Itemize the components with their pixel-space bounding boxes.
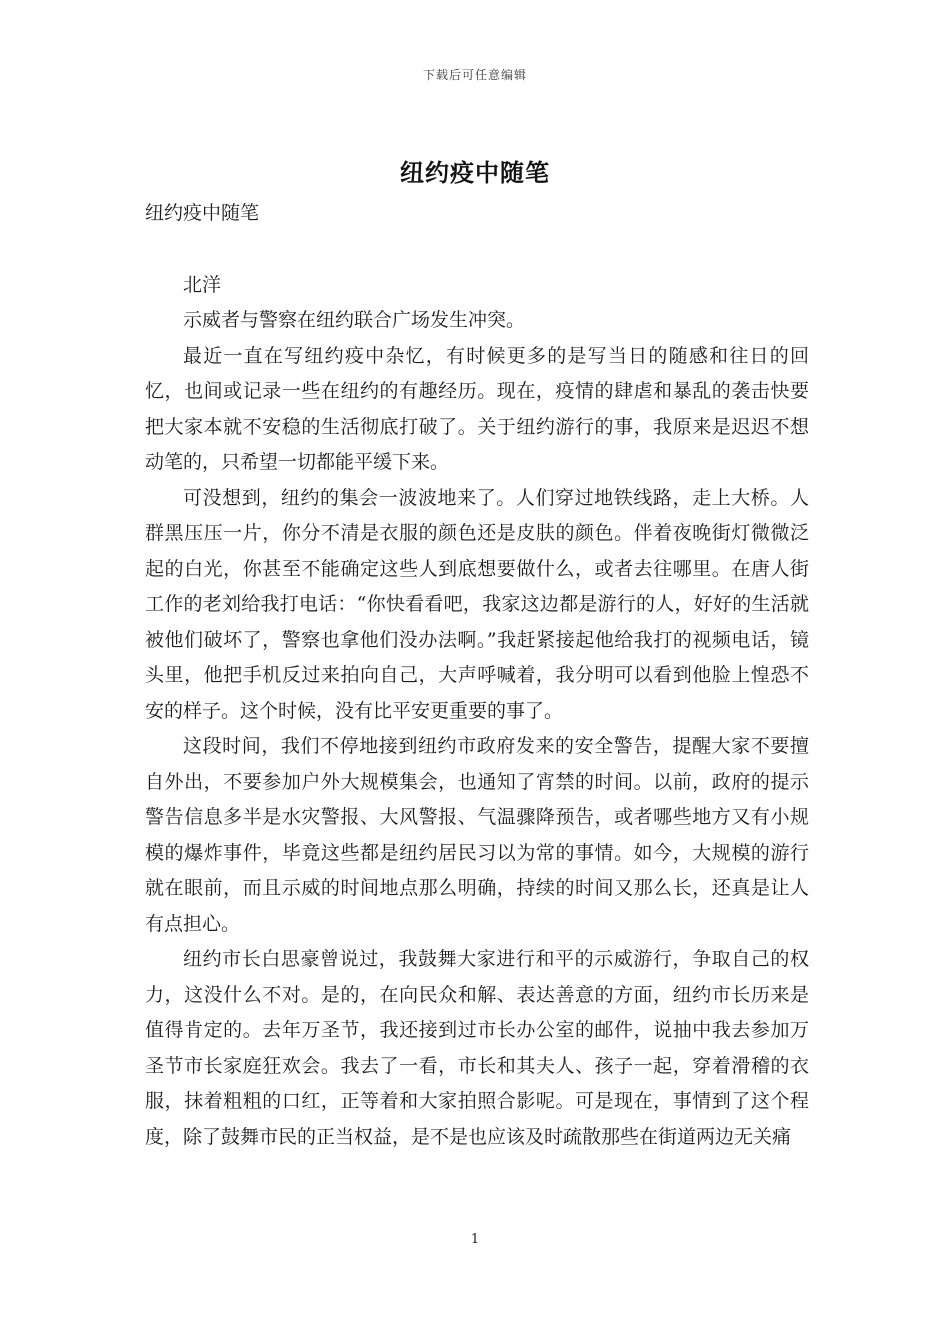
header-note: 下载后可任意编辑 [422, 68, 527, 82]
paragraph: 可没想到，纽约的集会一波波地来了。人们穿过地铁线路，走上大桥。人群黑压压一片，你分不清是衣服的颜色还是皮肤的颜色。伴着夜晚街灯微微泛起的白光，你甚至不能确定这些人到底想要做什么，或者去往哪里。在唐人街工作的老刘给我打电话：“你快看看吧，我家这边都是游行的人，好好的生活就被他们破坏了，警察也拿他们没办法啊。”我赶紧接起他给我打的视频电话，镜头里，他把手机反过来拍向自己，大声呼喊着，我分明可以看到他脸上惶恐不安的样子。这个时候，没有比平安更重要的事了。 [145, 486, 809, 722]
paragraph: 这段时间，我们不停地接到纽约市政府发来的安全警告，提醒大家不要擅自外出，不要参加户外大规模集会，也通知了宵禁的时间。以前，政府的提示警告信息多半是水灾警报、大风警报、气温骤降预告，或者哪些地方又有小规模的爆炸事件，毕竟这些都是纽约居民习以为常的事情。如今，大规模的游行就在眼前，而且示威的时间地点那么明确，持续的时间又那么长，还真是让人有点担心。 [145, 735, 809, 935]
paragraph: 纽约市长白思豪曾说过，我鼓舞大家进行和平的示威游行，争取自己的权力，这没什么不对。是的，在向民众和解、表达善意的方面，纽约市长历来是值得肯定的。去年万圣节，我还接到过市长办公室的邮件，说抽中我去参加万圣节市长家庭狂欢会。我去了一看，市长和其夫人、孩子一起，穿着滑稽的衣服，抹着粗粗的口红，正等着和大家拍照合影呢。可是现在，事情到了这个程度，除了鼓舞市民的正当权益，是不是也应该及时疏散那些在街道两边无关痛 [145, 948, 809, 1148]
paragraph: 最近一直在写纽约疫中杂忆，有时候更多的是写当日的随感和往日的回忆，也间或记录一些在纽约的有趣经历。现在，疫情的肆虐和暴乱的袭击快要把大家本就不安稳的生活彻底打破了。关于纽约游行的事，我原来是迟迟不想动笔的，只希望一切都能平缓下来。 [145, 344, 809, 473]
document-title: 纽约疫中随笔 [400, 158, 550, 187]
document-subtitle: 纽约疫中随笔 [145, 202, 260, 224]
document-body [145, 196, 809, 1155]
page-number: 1 [470, 1232, 480, 1247]
photo-caption: 示威者与警察在纽约联合广场发生冲突。 [183, 309, 526, 331]
author-line: 北洋 [183, 273, 222, 296]
